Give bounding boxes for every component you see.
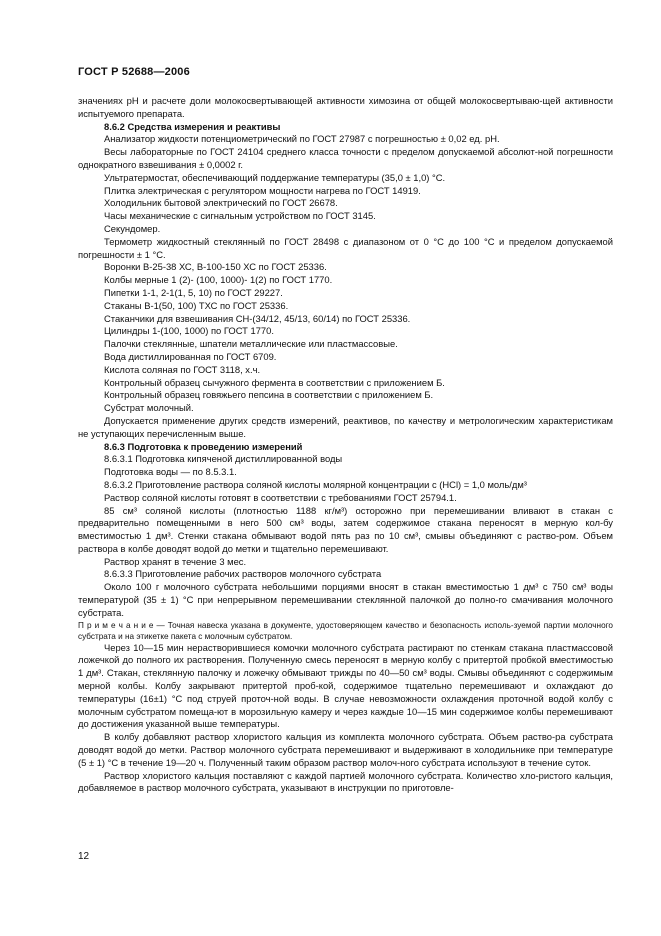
body-paragraph: Стаканы В-1(50, 100) ТХС по ГОСТ 25336.: [104, 299, 289, 311]
body-paragraph: Часы механические с сигнальным устройством по ГОСТ 3145.: [104, 210, 376, 222]
section-heading: 8.6.3 Подготовка к проведению измерений: [104, 440, 303, 452]
body-paragraph: Контрольный образец говяжьего пепсина в соответствии с приложением Б.: [104, 389, 434, 401]
body-paragraph: Около 100 г молочного субстрата небольшими порциями вносят в стакан вместимостью 1 дм³ с 750 см³ воды температурой (35 ± 1) °С при непрерывном перемешивании стеклянной палочкой до полно-го смачивания молочного субстрата.: [78, 581, 613, 618]
body-paragraph: Раствор хлористого кальция поставляют с каждой партией молочного субстрата. Количество хло-ристого кальция, добавляемое в раствор молочного субстрата, указывают в инструкции по приготовле-: [78, 769, 613, 794]
body-paragraph: Анализатор жидкости потенциометрический по ГОСТ 27987 с погрешностью ± 0,02 ед. pH.: [104, 133, 500, 145]
body-paragraph: 8.6.3.3 Приготовление рабочих растворов молочного субстрата: [104, 568, 382, 580]
body-paragraph: Термометр жидкостный стеклянный по ГОСТ 28498 с диапазоном от 0 °С до 100 °С и пределом допускаемой погрешности ± 1 °С.: [78, 235, 613, 260]
body-paragraph: 8.6.3.2 Приготовление раствора соляной кислоты молярной концентрации с (HCl) = 1,0 моль/дм³: [104, 478, 527, 490]
note-paragraph: П р и м е ч а н и е — Точная навеска указана в документе, удостоверяющем качество и безопасность исполь-зуемой партии молочного субстрата и на этикетке пакета с молочным субстратом.: [78, 620, 613, 641]
body-paragraph: Палочки стеклянные, шпатели металлические или пластмассовые.: [104, 338, 398, 350]
body-paragraph: Допускается применение других средств измерений, реактивов, по качеству и метрологическим характеристикам не уступающих перечисленным выше.: [78, 414, 613, 439]
body-paragraph: Подготовка воды — по 8.5.3.1.: [104, 466, 237, 478]
body-paragraph: Через 10—15 мин нерастворившиеся комочки молочного субстрата растирают по стенкам стакана пластмассовой ложечкой до полного их растворения. Полученную смесь переносят в мерную колбу с притертой пробкой вместимостью 1 дм³. Стакан, стеклянную палочку и ложечку обмывают трижды по 40—50 см³ воды. Смывы объединяют с содержимым мерной колбы. Колбу закрывают притертой проб-кой, содержимое тщательно перемешивают и охлаждают до температуры (16±1) °С под струей проточ-ной воды. В случае невозможности охлаждения проточной водой колбу с молочным субстратом помеща-ют в морозильную камеру и через каждые 10—15 мин содержимое колбы перемешивают до достижения указанной выше температуры.: [78, 641, 613, 730]
body-paragraph: В колбу добавляют раствор хлористого кальция из комплекта молочного субстрата. Объем раство-ра субстрата доводят водой до метки. Раствор молочного субстрата перемешивают и выдерживают в холодильнике при температуре (5 ± 1) °С в течение 19—20 ч. Полученный таким образом раствор молоч-ного субстрата используют в течение суток.: [78, 731, 613, 768]
body-paragraph: 85 см³ соляной кислоты (плотностью 1188 кг/м³) осторожно при перемешивании вливают в стакан с предварительно помещенными в него 500 см³ воды, затем содержимое стакана переносят в мерную кол-бу вместимостью 1 дм³. Стенки стакана обмывают водой пять раз по 10 см³, смывы объединяют с раство-ром. Объем раствора в колбе доводят водой до метки и тщательно перемешивают.: [78, 504, 613, 554]
body-paragraph: Вода дистиллированная по ГОСТ 6709.: [104, 350, 277, 362]
body-paragraph: Кислота соляная по ГОСТ 3118, х.ч.: [104, 363, 261, 375]
body-paragraph: 8.6.3.1 Подготовка кипяченой дистиллированной воды: [104, 453, 343, 465]
body-paragraph: Стаканчики для взвешивания СН-(34/12, 45/13, 60/14) по ГОСТ 25336.: [104, 312, 411, 324]
body-paragraph: Ультратермостат, обеспечивающий поддержание температуры (35,0 ± 1,0) °С.: [104, 171, 446, 183]
body-paragraph: Цилиндры 1-(100, 1000) по ГОСТ 1770.: [104, 325, 274, 337]
body-paragraph: Раствор соляной кислоты готовят в соответствии с требованиями ГОСТ 25794.1.: [104, 491, 457, 503]
document-body: [78, 95, 613, 795]
section-heading: 8.6.2 Средства измерения и реактивы: [104, 120, 281, 132]
body-paragraph: Колбы мерные 1 (2)- (100, 1000)- 1(2) по ГОСТ 1770.: [104, 274, 333, 286]
body-paragraph: Плитка электрическая с регулятором мощности нагрева по ГОСТ 14919.: [104, 184, 421, 196]
body-paragraph: Весы лабораторные по ГОСТ 24104 среднего класса точности с пределом допускаемой абсолют-ной погрешности однократного взвешивания ± 0,0002 г.: [78, 146, 613, 170]
body-paragraph: Пипетки 1-1, 2-1(1, 5, 10) по ГОСТ 29227.: [104, 286, 283, 298]
body-paragraph: Холодильник бытовой электрический по ГОСТ 26678.: [104, 197, 338, 209]
body-paragraph: Секундомер.: [104, 222, 161, 234]
body-paragraph: Субстрат молочный.: [104, 402, 194, 414]
body-paragraph: Контрольный образец сычужного фермента в соответствии с приложением Б.: [104, 376, 445, 388]
body-paragraph: значениях pH и расчете доли молокосвертывающей активности химозина от общей молокосвертываю-щей активности испытуемого препарата.: [78, 95, 613, 119]
body-paragraph: Воронки В-25-38 ХС, В-100-150 ХС по ГОСТ 25336.: [104, 261, 327, 273]
body-paragraph: Раствор хранят в течение 3 мес.: [104, 555, 247, 567]
standard-code-header: ГОСТ Р 52688—2006: [78, 66, 190, 78]
page-number: 12: [78, 851, 90, 862]
